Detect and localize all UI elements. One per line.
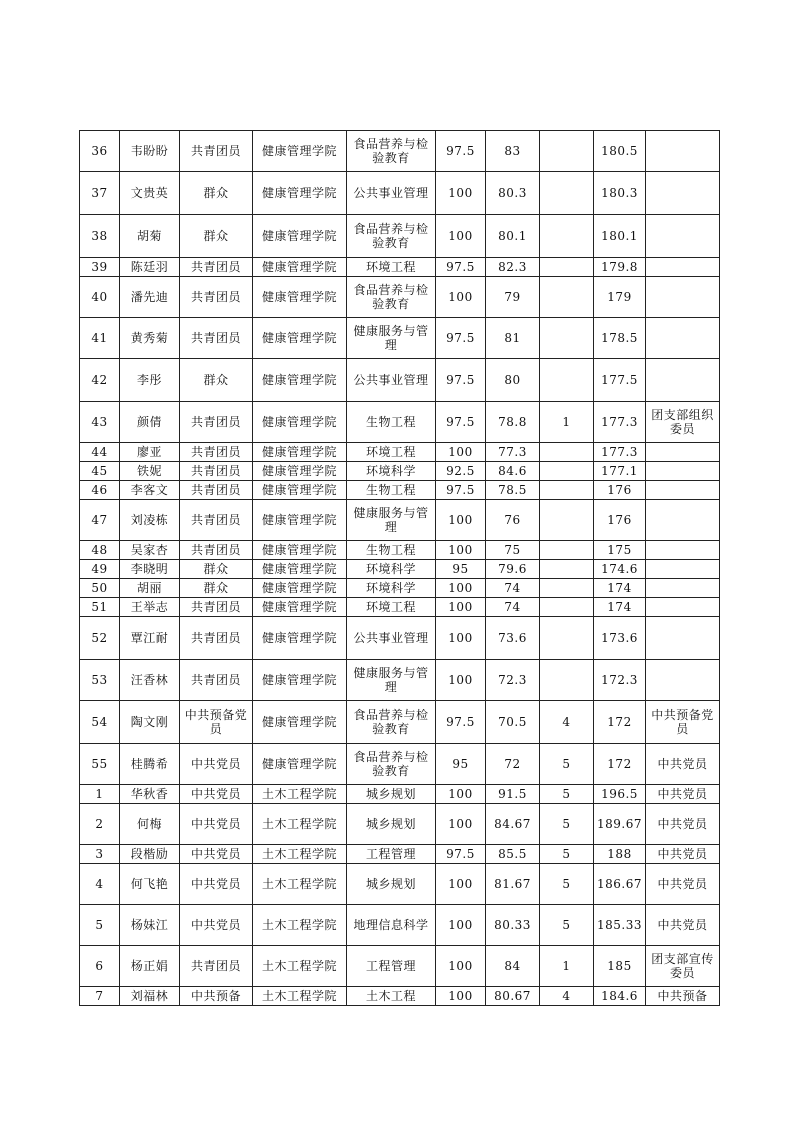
student-name-cell: 王举志: [120, 598, 180, 617]
row-number-cell: 39: [80, 258, 120, 277]
bonus-points-cell: [540, 215, 594, 258]
score-two-cell: 77.3: [486, 443, 540, 462]
student-name-cell: 文贵英: [120, 172, 180, 215]
college-cell: 土木工程学院: [253, 864, 347, 905]
role-cell: [646, 598, 720, 617]
row-number-cell: 41: [80, 318, 120, 359]
score-one-cell: 100: [436, 905, 486, 946]
role-cell: 中共预备党员: [646, 701, 720, 744]
student-name-cell: 陶文刚: [120, 701, 180, 744]
political-status-cell: 共青团员: [180, 598, 253, 617]
total-score-cell: 174: [594, 579, 646, 598]
student-name-cell: 廖亚: [120, 443, 180, 462]
bonus-points-cell: 1: [540, 402, 594, 443]
student-name-cell: 颜倩: [120, 402, 180, 443]
student-name-cell: 华秋香: [120, 785, 180, 804]
major-cell: 环境工程: [347, 258, 436, 277]
bonus-points-cell: 4: [540, 987, 594, 1006]
table-row: [80, 864, 720, 905]
college-cell: 健康管理学院: [253, 617, 347, 660]
college-cell: 健康管理学院: [253, 359, 347, 402]
college-cell: 健康管理学院: [253, 318, 347, 359]
table-row: [80, 660, 720, 701]
bonus-points-cell: [540, 172, 594, 215]
major-cell: 食品营养与检验教育: [347, 701, 436, 744]
score-one-cell: 100: [436, 541, 486, 560]
row-number-cell: 47: [80, 500, 120, 541]
bonus-points-cell: [540, 359, 594, 402]
role-cell: 中共党员: [646, 864, 720, 905]
row-number-cell: 51: [80, 598, 120, 617]
score-one-cell: 97.5: [436, 402, 486, 443]
row-number-cell: 36: [80, 131, 120, 172]
role-cell: [646, 462, 720, 481]
college-cell: 健康管理学院: [253, 443, 347, 462]
total-score-cell: 172: [594, 744, 646, 785]
major-cell: 城乡规划: [347, 804, 436, 845]
table-row: [80, 785, 720, 804]
student-name-cell: 何梅: [120, 804, 180, 845]
role-cell: 中共党员: [646, 744, 720, 785]
total-score-cell: 172: [594, 701, 646, 744]
student-name-cell: 汪香林: [120, 660, 180, 701]
score-one-cell: 92.5: [436, 462, 486, 481]
political-status-cell: 共青团员: [180, 500, 253, 541]
table-row: [80, 258, 720, 277]
table-row: [80, 804, 720, 845]
political-status-cell: 共青团员: [180, 946, 253, 987]
student-name-cell: 李彤: [120, 359, 180, 402]
bonus-points-cell: [540, 277, 594, 318]
bonus-points-cell: 5: [540, 845, 594, 864]
bonus-points-cell: 5: [540, 905, 594, 946]
bonus-points-cell: 5: [540, 804, 594, 845]
bonus-points-cell: [540, 318, 594, 359]
bonus-points-cell: [540, 660, 594, 701]
row-number-cell: 44: [80, 443, 120, 462]
major-cell: 工程管理: [347, 845, 436, 864]
row-number-cell: 42: [80, 359, 120, 402]
table-row: [80, 318, 720, 359]
political-status-cell: 共青团员: [180, 541, 253, 560]
row-number-cell: 2: [80, 804, 120, 845]
total-score-cell: 174: [594, 598, 646, 617]
score-one-cell: 95: [436, 744, 486, 785]
political-status-cell: 群众: [180, 172, 253, 215]
political-status-cell: 共青团员: [180, 617, 253, 660]
college-cell: 健康管理学院: [253, 660, 347, 701]
total-score-cell: 196.5: [594, 785, 646, 804]
student-score-table: [79, 130, 720, 1006]
role-cell: 中共党员: [646, 785, 720, 804]
bonus-points-cell: 4: [540, 701, 594, 744]
total-score-cell: 175: [594, 541, 646, 560]
score-two-cell: 81.67: [486, 864, 540, 905]
role-cell: 中共党员: [646, 905, 720, 946]
row-number-cell: 37: [80, 172, 120, 215]
total-score-cell: 185.33: [594, 905, 646, 946]
major-cell: 生物工程: [347, 481, 436, 500]
college-cell: 土木工程学院: [253, 785, 347, 804]
role-cell: 中共党员: [646, 845, 720, 864]
college-cell: 健康管理学院: [253, 744, 347, 785]
score-one-cell: 100: [436, 864, 486, 905]
political-status-cell: 中共党员: [180, 744, 253, 785]
total-score-cell: 178.5: [594, 318, 646, 359]
row-number-cell: 38: [80, 215, 120, 258]
table-row: [80, 277, 720, 318]
row-number-cell: 7: [80, 987, 120, 1006]
political-status-cell: 共青团员: [180, 277, 253, 318]
major-cell: 食品营养与检验教育: [347, 744, 436, 785]
student-name-cell: 覃江耐: [120, 617, 180, 660]
college-cell: 健康管理学院: [253, 462, 347, 481]
table-row: [80, 500, 720, 541]
role-cell: [646, 560, 720, 579]
score-two-cell: 84: [486, 946, 540, 987]
major-cell: 地理信息科学: [347, 905, 436, 946]
college-cell: 土木工程学院: [253, 845, 347, 864]
bonus-points-cell: [540, 541, 594, 560]
student-name-cell: 杨妹江: [120, 905, 180, 946]
score-two-cell: 72: [486, 744, 540, 785]
major-cell: 城乡规划: [347, 785, 436, 804]
college-cell: 土木工程学院: [253, 946, 347, 987]
score-two-cell: 80.67: [486, 987, 540, 1006]
bonus-points-cell: 5: [540, 744, 594, 785]
total-score-cell: 177.1: [594, 462, 646, 481]
row-number-cell: 5: [80, 905, 120, 946]
student-name-cell: 杨正娟: [120, 946, 180, 987]
score-one-cell: 100: [436, 443, 486, 462]
political-status-cell: 中共党员: [180, 864, 253, 905]
political-status-cell: 群众: [180, 579, 253, 598]
role-cell: [646, 215, 720, 258]
total-score-cell: 177.3: [594, 402, 646, 443]
row-number-cell: 55: [80, 744, 120, 785]
score-two-cell: 73.6: [486, 617, 540, 660]
political-status-cell: 中共党员: [180, 845, 253, 864]
major-cell: 公共事业管理: [347, 172, 436, 215]
score-one-cell: 100: [436, 804, 486, 845]
political-status-cell: 共青团员: [180, 258, 253, 277]
political-status-cell: 共青团员: [180, 318, 253, 359]
role-cell: [646, 359, 720, 402]
bonus-points-cell: 1: [540, 946, 594, 987]
score-one-cell: 100: [436, 500, 486, 541]
score-two-cell: 70.5: [486, 701, 540, 744]
table-row: [80, 215, 720, 258]
student-name-cell: 桂腾希: [120, 744, 180, 785]
row-number-cell: 1: [80, 785, 120, 804]
total-score-cell: 173.6: [594, 617, 646, 660]
total-score-cell: 188: [594, 845, 646, 864]
total-score-cell: 184.6: [594, 987, 646, 1006]
major-cell: 公共事业管理: [347, 359, 436, 402]
table-row: [80, 462, 720, 481]
college-cell: 健康管理学院: [253, 541, 347, 560]
table-row: [80, 845, 720, 864]
bonus-points-cell: [540, 481, 594, 500]
score-one-cell: 97.5: [436, 318, 486, 359]
political-status-cell: 共青团员: [180, 402, 253, 443]
bonus-points-cell: [540, 617, 594, 660]
row-number-cell: 53: [80, 660, 120, 701]
political-status-cell: 中共预备: [180, 987, 253, 1006]
college-cell: 土木工程学院: [253, 905, 347, 946]
political-status-cell: 共青团员: [180, 131, 253, 172]
row-number-cell: 3: [80, 845, 120, 864]
score-two-cell: 84.6: [486, 462, 540, 481]
row-number-cell: 54: [80, 701, 120, 744]
college-cell: 健康管理学院: [253, 131, 347, 172]
college-cell: 健康管理学院: [253, 172, 347, 215]
major-cell: 生物工程: [347, 541, 436, 560]
table-row: [80, 560, 720, 579]
role-cell: [646, 579, 720, 598]
score-one-cell: 100: [436, 172, 486, 215]
political-status-cell: 共青团员: [180, 481, 253, 500]
score-one-cell: 100: [436, 215, 486, 258]
score-one-cell: 100: [436, 598, 486, 617]
score-one-cell: 97.5: [436, 359, 486, 402]
student-name-cell: 吴家杏: [120, 541, 180, 560]
political-status-cell: 共青团员: [180, 660, 253, 701]
row-number-cell: 4: [80, 864, 120, 905]
score-two-cell: 79.6: [486, 560, 540, 579]
score-two-cell: 80.33: [486, 905, 540, 946]
total-score-cell: 172.3: [594, 660, 646, 701]
row-number-cell: 43: [80, 402, 120, 443]
score-two-cell: 79: [486, 277, 540, 318]
role-cell: [646, 258, 720, 277]
student-name-cell: 胡丽: [120, 579, 180, 598]
score-two-cell: 76: [486, 500, 540, 541]
major-cell: 工程管理: [347, 946, 436, 987]
score-two-cell: 80: [486, 359, 540, 402]
total-score-cell: 176: [594, 481, 646, 500]
major-cell: 食品营养与检验教育: [347, 277, 436, 318]
total-score-cell: 189.67: [594, 804, 646, 845]
major-cell: 健康服务与管理: [347, 500, 436, 541]
student-name-cell: 刘凌栋: [120, 500, 180, 541]
major-cell: 环境工程: [347, 598, 436, 617]
row-number-cell: 6: [80, 946, 120, 987]
score-two-cell: 75: [486, 541, 540, 560]
row-number-cell: 45: [80, 462, 120, 481]
student-name-cell: 铁妮: [120, 462, 180, 481]
table-row: [80, 359, 720, 402]
score-two-cell: 84.67: [486, 804, 540, 845]
college-cell: 土木工程学院: [253, 987, 347, 1006]
student-name-cell: 何飞艳: [120, 864, 180, 905]
table-row: [80, 579, 720, 598]
college-cell: 健康管理学院: [253, 579, 347, 598]
score-two-cell: 82.3: [486, 258, 540, 277]
score-one-cell: 97.5: [436, 258, 486, 277]
row-number-cell: 49: [80, 560, 120, 579]
table-row: [80, 987, 720, 1006]
student-name-cell: 胡菊: [120, 215, 180, 258]
bonus-points-cell: 5: [540, 864, 594, 905]
role-cell: 团支部宣传委员: [646, 946, 720, 987]
student-name-cell: 韦盼盼: [120, 131, 180, 172]
role-cell: [646, 318, 720, 359]
role-cell: [646, 172, 720, 215]
score-one-cell: 100: [436, 277, 486, 318]
bonus-points-cell: [540, 560, 594, 579]
political-status-cell: 群众: [180, 359, 253, 402]
major-cell: 食品营养与检验教育: [347, 215, 436, 258]
table-row: [80, 172, 720, 215]
table-row: [80, 701, 720, 744]
score-two-cell: 85.5: [486, 845, 540, 864]
bonus-points-cell: [540, 258, 594, 277]
row-number-cell: 40: [80, 277, 120, 318]
college-cell: 健康管理学院: [253, 598, 347, 617]
bonus-points-cell: [540, 500, 594, 541]
political-status-cell: 中共党员: [180, 785, 253, 804]
score-one-cell: 97.5: [436, 481, 486, 500]
table-row: [80, 131, 720, 172]
bonus-points-cell: [540, 131, 594, 172]
student-name-cell: 陈廷羽: [120, 258, 180, 277]
political-status-cell: 群众: [180, 560, 253, 579]
political-status-cell: 中共党员: [180, 804, 253, 845]
college-cell: 健康管理学院: [253, 481, 347, 500]
score-two-cell: 74: [486, 579, 540, 598]
table-row: [80, 598, 720, 617]
major-cell: 食品营养与检验教育: [347, 131, 436, 172]
score-one-cell: 100: [436, 579, 486, 598]
bonus-points-cell: [540, 443, 594, 462]
major-cell: 生物工程: [347, 402, 436, 443]
major-cell: 公共事业管理: [347, 617, 436, 660]
major-cell: 健康服务与管理: [347, 318, 436, 359]
student-name-cell: 黄秀菊: [120, 318, 180, 359]
bonus-points-cell: [540, 598, 594, 617]
bonus-points-cell: [540, 579, 594, 598]
student-name-cell: 潘先迪: [120, 277, 180, 318]
student-name-cell: 段楷励: [120, 845, 180, 864]
score-one-cell: 100: [436, 617, 486, 660]
score-two-cell: 72.3: [486, 660, 540, 701]
table-row: [80, 905, 720, 946]
political-status-cell: 中共党员: [180, 905, 253, 946]
row-number-cell: 48: [80, 541, 120, 560]
political-status-cell: 共青团员: [180, 443, 253, 462]
major-cell: 环境工程: [347, 443, 436, 462]
total-score-cell: 177.5: [594, 359, 646, 402]
row-number-cell: 46: [80, 481, 120, 500]
score-one-cell: 95: [436, 560, 486, 579]
score-two-cell: 81: [486, 318, 540, 359]
role-cell: 团支部组织委员: [646, 402, 720, 443]
score-two-cell: 91.5: [486, 785, 540, 804]
college-cell: 健康管理学院: [253, 215, 347, 258]
college-cell: 健康管理学院: [253, 560, 347, 579]
college-cell: 健康管理学院: [253, 500, 347, 541]
major-cell: 健康服务与管理: [347, 660, 436, 701]
bonus-points-cell: [540, 462, 594, 481]
political-status-cell: 中共预备党员: [180, 701, 253, 744]
major-cell: 环境科学: [347, 579, 436, 598]
role-cell: [646, 481, 720, 500]
table-row: [80, 402, 720, 443]
total-score-cell: 185: [594, 946, 646, 987]
score-one-cell: 100: [436, 946, 486, 987]
total-score-cell: 180.1: [594, 215, 646, 258]
total-score-cell: 180.5: [594, 131, 646, 172]
table-row: [80, 443, 720, 462]
total-score-cell: 179.8: [594, 258, 646, 277]
score-two-cell: 78.8: [486, 402, 540, 443]
major-cell: 城乡规划: [347, 864, 436, 905]
row-number-cell: 52: [80, 617, 120, 660]
total-score-cell: 176: [594, 500, 646, 541]
role-cell: [646, 443, 720, 462]
score-one-cell: 100: [436, 987, 486, 1006]
bonus-points-cell: 5: [540, 785, 594, 804]
table-row: [80, 541, 720, 560]
score-one-cell: 97.5: [436, 701, 486, 744]
major-cell: 环境科学: [347, 462, 436, 481]
total-score-cell: 186.67: [594, 864, 646, 905]
table-row: [80, 946, 720, 987]
score-one-cell: 97.5: [436, 845, 486, 864]
role-cell: [646, 277, 720, 318]
score-two-cell: 78.5: [486, 481, 540, 500]
college-cell: 健康管理学院: [253, 277, 347, 318]
row-number-cell: 50: [80, 579, 120, 598]
table-row: [80, 744, 720, 785]
political-status-cell: 群众: [180, 215, 253, 258]
table-row: [80, 617, 720, 660]
college-cell: 健康管理学院: [253, 402, 347, 443]
score-one-cell: 97.5: [436, 131, 486, 172]
student-name-cell: 李晓明: [120, 560, 180, 579]
total-score-cell: 180.3: [594, 172, 646, 215]
college-cell: 健康管理学院: [253, 701, 347, 744]
college-cell: 土木工程学院: [253, 804, 347, 845]
score-one-cell: 100: [436, 660, 486, 701]
role-cell: 中共党员: [646, 804, 720, 845]
role-cell: 中共预备: [646, 987, 720, 1006]
role-cell: [646, 541, 720, 560]
college-cell: 健康管理学院: [253, 258, 347, 277]
table-row: [80, 481, 720, 500]
total-score-cell: 177.3: [594, 443, 646, 462]
total-score-cell: 174.6: [594, 560, 646, 579]
score-two-cell: 74: [486, 598, 540, 617]
score-two-cell: 80.1: [486, 215, 540, 258]
score-two-cell: 80.3: [486, 172, 540, 215]
role-cell: [646, 617, 720, 660]
major-cell: 土木工程: [347, 987, 436, 1006]
role-cell: [646, 660, 720, 701]
total-score-cell: 179: [594, 277, 646, 318]
role-cell: [646, 131, 720, 172]
student-name-cell: 李客文: [120, 481, 180, 500]
student-name-cell: 刘福林: [120, 987, 180, 1006]
major-cell: 环境科学: [347, 560, 436, 579]
score-one-cell: 100: [436, 785, 486, 804]
score-two-cell: 83: [486, 131, 540, 172]
role-cell: [646, 500, 720, 541]
political-status-cell: 共青团员: [180, 462, 253, 481]
